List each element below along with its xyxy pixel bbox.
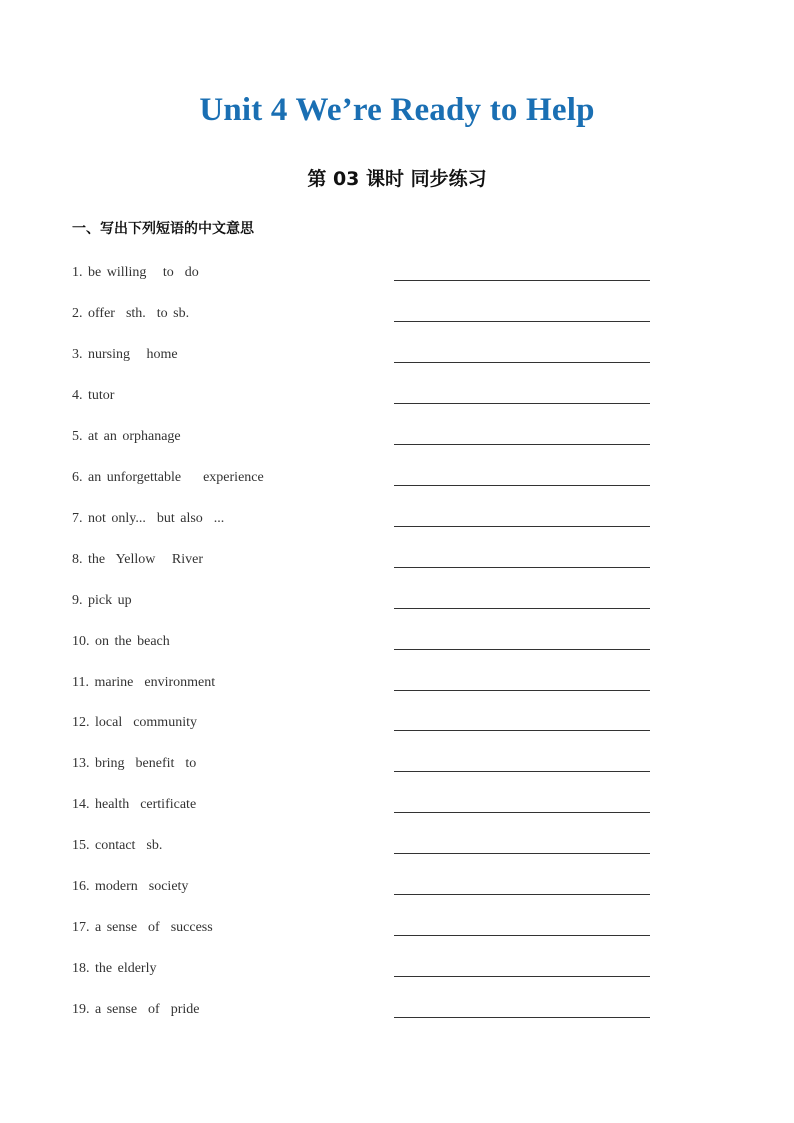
phrase-label: 6. an unforgettable experience xyxy=(72,470,264,485)
page-title: Unit 4 We’re Ready to Help xyxy=(199,92,595,128)
phrase-row xyxy=(72,428,652,452)
answer-blank[interactable] xyxy=(394,510,650,527)
phrase-label: 2. offer sth. to sb. xyxy=(72,306,190,321)
phrase-label: 18. the elderly xyxy=(72,961,157,976)
phrase-label: 16. modern society xyxy=(72,879,189,894)
phrase-row xyxy=(72,674,652,698)
answer-blank[interactable] xyxy=(394,551,650,568)
phrase-label: 12. local community xyxy=(72,715,197,730)
answer-blank[interactable] xyxy=(394,305,650,322)
phrase-row xyxy=(72,592,652,616)
answer-blank[interactable] xyxy=(394,1001,650,1018)
answer-blank[interactable] xyxy=(394,837,650,854)
answer-blank[interactable] xyxy=(394,592,650,609)
answer-blank[interactable] xyxy=(394,469,650,486)
phrase-label: 10. on the beach xyxy=(72,634,170,649)
phrase-label: 3. nursing home xyxy=(72,347,178,362)
phrase-row xyxy=(72,469,652,493)
phrase-label: 13. bring benefit to xyxy=(72,756,197,771)
answer-blank[interactable] xyxy=(394,633,650,650)
answer-blank[interactable] xyxy=(394,796,650,813)
phrase-row xyxy=(72,878,652,902)
answer-blank[interactable] xyxy=(394,714,650,731)
answer-blank[interactable] xyxy=(394,878,650,895)
lesson-subtitle: 第 03 课时 同步练习 xyxy=(307,168,487,190)
phrase-label: 8. the Yellow River xyxy=(72,552,203,567)
phrase-row xyxy=(72,837,652,861)
answer-blank[interactable] xyxy=(394,755,650,772)
phrase-row xyxy=(72,551,652,575)
section-heading: 一、写出下列短语的中文意思 xyxy=(72,221,254,237)
answer-blank[interactable] xyxy=(394,919,650,936)
answer-blank[interactable] xyxy=(394,674,650,691)
phrase-label: 4. tutor xyxy=(72,388,115,403)
answer-blank[interactable] xyxy=(394,960,650,977)
phrase-label: 7. not only... but also ... xyxy=(72,511,225,526)
phrase-label: 17. a sense of success xyxy=(72,920,213,935)
phrase-row xyxy=(72,633,652,657)
answer-blank[interactable] xyxy=(394,387,650,404)
answer-blank[interactable] xyxy=(394,346,650,363)
phrase-row xyxy=(72,387,652,411)
phrase-row xyxy=(72,714,652,738)
phrase-label: 9. pick up xyxy=(72,593,132,608)
phrase-row xyxy=(72,919,652,943)
phrase-label: 14. health certificate xyxy=(72,797,197,812)
answer-blank[interactable] xyxy=(394,428,650,445)
phrase-label: 15. contact sb. xyxy=(72,838,163,853)
phrase-row xyxy=(72,960,652,984)
phrase-row xyxy=(72,346,652,370)
phrase-row xyxy=(72,305,652,329)
phrase-row xyxy=(72,755,652,779)
phrase-row xyxy=(72,510,652,534)
phrase-label: 5. at an orphanage xyxy=(72,429,181,444)
phrase-label: 11. marine environment xyxy=(72,675,216,690)
answer-blank[interactable] xyxy=(394,264,650,281)
phrase-row xyxy=(72,264,652,288)
phrase-label: 1. be willing to do xyxy=(72,265,199,280)
phrase-row xyxy=(72,796,652,820)
phrase-row xyxy=(72,1001,652,1025)
phrase-label: 19. a sense of pride xyxy=(72,1002,200,1017)
